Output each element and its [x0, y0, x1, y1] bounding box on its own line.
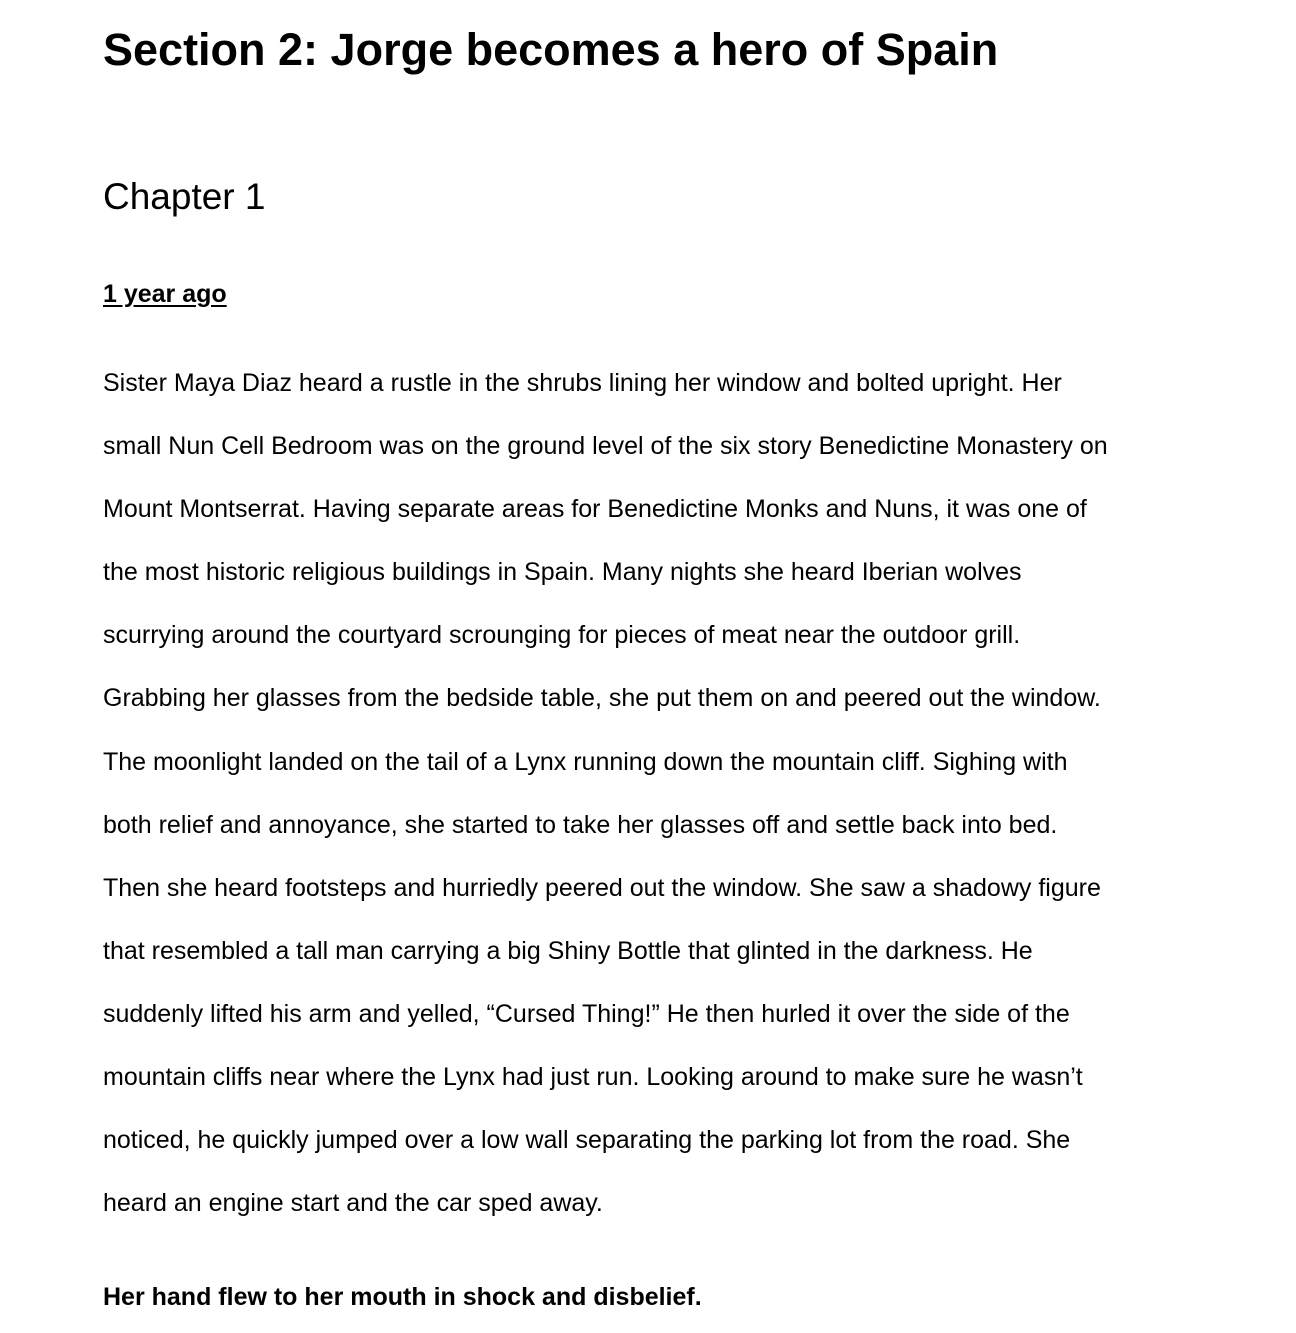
time-marker: 1 year ago: [103, 280, 227, 308]
paragraph-line: Grabbing her glasses from the bedside table, she put them on and peered out the window.: [103, 684, 1101, 713]
paragraph-line: small Nun Cell Bedroom was on the ground level of the six story Benedictine Monastery on: [103, 432, 1108, 461]
section-title: Section 2: Jorge becomes a hero of Spain: [103, 24, 999, 75]
chapter-title: Chapter 1: [103, 176, 266, 217]
paragraph-line: noticed, he quickly jumped over a low wall separating the parking lot from the road. She: [103, 1126, 1071, 1155]
paragraph-line: the most historic religious buildings in Spain. Many nights she heard Iberian wolves: [103, 558, 1022, 587]
paragraph-line: The moonlight landed on the tail of a Lynx running down the mountain cliff. Sighing with: [103, 747, 1068, 776]
paragraph-line: Sister Maya Diaz heard a rustle in the shrubs lining her window and bolted upright. Her: [103, 369, 1062, 397]
paragraph-line: that resembled a tall man carrying a big Shiny Bottle that glinted in the darkness. He: [103, 936, 1033, 965]
story-paragraph: [103, 352, 1223, 1235]
paragraph-line: mountain cliffs near where the Lynx had just run. Looking around to make sure he wasn’t: [103, 1063, 1083, 1092]
paragraph-line: heard an engine start and the car sped away.: [103, 1189, 603, 1218]
paragraph-line: both relief and annoyance, she started to take her glasses off and settle back into bed.: [103, 810, 1058, 839]
paragraph-line: suddenly lifted his arm and yelled, “Cursed Thing!” He then hurled it over the side of the: [103, 999, 1070, 1028]
paragraph-line: scurrying around the courtyard scrounging for pieces of meat near the outdoor grill.: [103, 621, 1021, 650]
paragraph-line: Then she heard footsteps and hurriedly peered out the window. She saw a shadowy figure: [103, 873, 1101, 902]
paragraph-line: Mount Montserrat. Having separate areas for Benedictine Monks and Nuns, it was one of: [103, 495, 1087, 524]
closing-line: Her hand flew to her mouth in shock and disbelief.: [103, 1283, 702, 1311]
